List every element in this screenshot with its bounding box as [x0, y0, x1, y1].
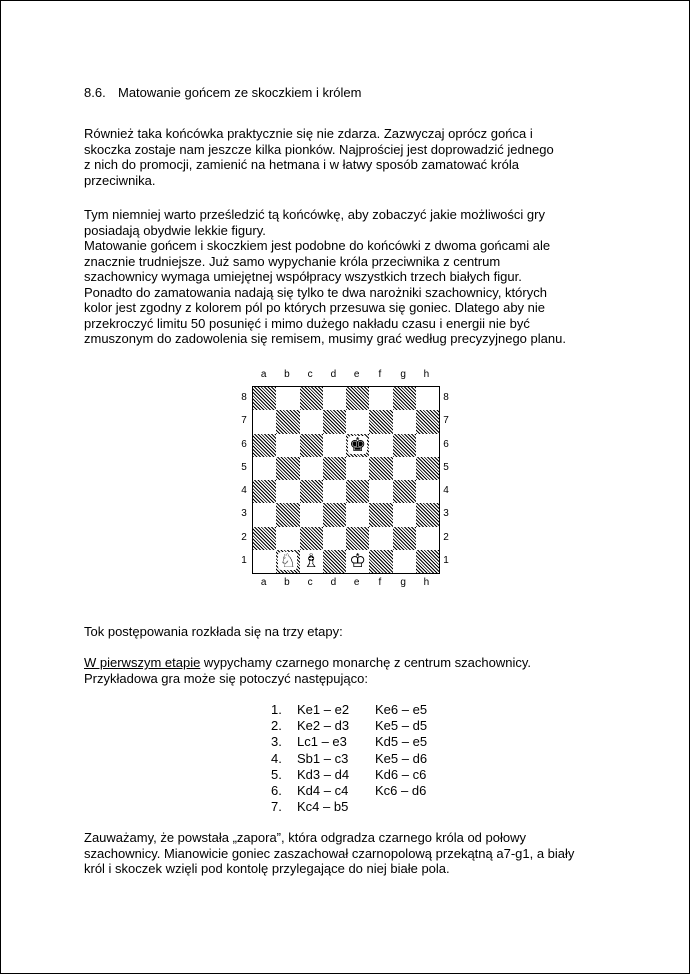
rank-label: 4 [241, 485, 247, 496]
rank-label: 1 [443, 554, 449, 566]
file-label: f [378, 369, 382, 380]
piece-glyph: ♗ [302, 549, 320, 572]
square-g8 [393, 387, 416, 410]
square-h5 [416, 457, 439, 480]
text-line: Tym niemniej warto prześledzić tą końcówkę, aby zobaczyć jakie możliwości gry [84, 207, 545, 222]
file-label: h [423, 577, 430, 588]
black-move: Kd6 – c6 [375, 766, 427, 782]
file-labels-bottom [252, 577, 438, 591]
square-b3 [276, 503, 299, 526]
square-h8 [416, 387, 439, 410]
square-h4 [416, 480, 439, 503]
text-line: posiadają obydwie lekkie figury. [84, 222, 266, 238]
square-d2 [323, 527, 346, 550]
move-number: 3. [271, 734, 282, 750]
rank-label: 4 [443, 485, 449, 496]
white-knight-icon [276, 550, 299, 573]
move-row [271, 734, 427, 750]
square-b6 [276, 434, 299, 457]
move-number: 2. [271, 718, 282, 734]
underlined-phrase: W pierwszym etapie [84, 655, 201, 670]
file-label: g [400, 577, 406, 588]
white-move: Kd4 – c4 [297, 783, 349, 799]
text-line: szachownicy. Mianowicie goniec zaszachował czarnopolową przekątną a7-g1, a biały [84, 845, 575, 861]
chess-diagram [238, 367, 453, 593]
black-move: Ke5 – d6 [375, 750, 428, 766]
black-move: Kc6 – d6 [375, 783, 427, 799]
text-line: kolor jest zgodny z kolorem pól po których przesuwa się goniec. Dlatego aby nie [84, 300, 546, 315]
black-move: Ke6 – e5 [375, 702, 428, 717]
square-e5 [346, 457, 369, 480]
square-a4 [253, 480, 276, 503]
square-b2 [276, 527, 299, 550]
file-label: g [400, 369, 406, 380]
move-row [271, 702, 427, 718]
paragraph-6 [84, 830, 614, 877]
white-move: Sb1 – c3 [297, 750, 349, 766]
square-a3 [253, 503, 276, 526]
square-d6 [323, 434, 346, 457]
square-a1 [253, 550, 276, 573]
move-row [271, 718, 427, 734]
square-b5 [276, 457, 299, 480]
white-move: Ke1 – e2 [297, 702, 350, 717]
square-c3 [300, 503, 323, 526]
rank-label: 7 [443, 415, 449, 427]
black-move: Kd5 – e5 [375, 734, 428, 750]
square-g1 [393, 550, 416, 573]
rank-label: 5 [443, 461, 449, 473]
rank-label: 3 [241, 508, 247, 520]
white-bishop-icon [300, 550, 323, 573]
paragraph-3 [84, 238, 614, 347]
rank-labels-right [440, 386, 452, 572]
text-line: szachownicy wymaga umiejętnej współpracy wszystkich trzech białych figur. [84, 269, 522, 284]
square-g2 [393, 527, 416, 550]
move-number: 7. [271, 799, 282, 815]
square-d3 [323, 503, 346, 526]
rank-label: 6 [241, 438, 247, 450]
square-h7 [416, 410, 439, 433]
square-a2 [253, 527, 276, 550]
square-g3 [393, 503, 416, 526]
square-f5 [369, 457, 392, 480]
rank-label: 5 [241, 461, 247, 473]
file-label: d [330, 369, 337, 380]
move-number: 1. [271, 702, 282, 717]
move-row [271, 767, 427, 783]
move-number: 5. [271, 766, 282, 782]
file-label: b [284, 369, 290, 380]
piece-glyph: ♚ [349, 433, 367, 456]
section-number: 8.6. [84, 85, 106, 100]
file-label: f [378, 577, 382, 588]
rank-labels-left [238, 386, 250, 572]
square-c7 [300, 410, 323, 433]
square-f6 [369, 434, 392, 457]
square-g5 [393, 457, 416, 480]
square-f3 [369, 503, 392, 526]
section-title: Matowanie gońcem ze skoczkiem i królem [118, 85, 362, 100]
square-h1 [416, 550, 439, 573]
square-g6 [393, 434, 416, 457]
paragraph-5 [84, 655, 614, 686]
move-row [271, 751, 427, 767]
black-king-icon [346, 434, 369, 457]
file-label: b [284, 577, 290, 588]
text-line: przeciwnika. [84, 172, 156, 188]
square-d1 [323, 550, 346, 573]
square-d4 [323, 480, 346, 503]
square-e3 [346, 503, 369, 526]
rank-label: 1 [241, 554, 247, 566]
text-fragment: wypychamy czarnego monarchę z centrum szachownicy. [200, 655, 531, 670]
text-line: zmuszonym do zadowolenia się remisem, musimy grać według precyzyjnego planu. [84, 331, 566, 346]
file-label: c [307, 577, 313, 588]
square-d5 [323, 457, 346, 480]
square-b8 [276, 387, 299, 410]
square-f7 [369, 410, 392, 433]
rank-label: 2 [443, 531, 449, 543]
paragraph-1 [84, 126, 614, 188]
rank-label: 7 [241, 415, 247, 427]
square-b7 [276, 410, 299, 433]
file-label: e [353, 369, 360, 380]
rank-label: 8 [241, 392, 247, 403]
piece-glyph: ♘ [279, 549, 297, 572]
text-line: Matowanie gońcem i skoczkiem jest podobne do końcówki z dwoma gońcami ale [84, 238, 551, 253]
text-line [84, 655, 614, 671]
square-f8 [369, 387, 392, 410]
file-label: d [330, 577, 337, 588]
square-h3 [416, 503, 439, 526]
rank-label: 3 [443, 508, 449, 520]
square-a6 [253, 434, 276, 457]
text-line: znacznie trudniejsze. Już samo wypychanie króla przeciwnika z centrum [84, 253, 501, 269]
file-label: h [423, 369, 430, 380]
file-label: a [260, 577, 267, 588]
square-e8 [346, 387, 369, 410]
black-move: Ke5 – d5 [375, 718, 428, 734]
file-label: e [353, 577, 360, 588]
square-d7 [323, 410, 346, 433]
text-line: król i skoczek wzięli pod kontolę przylegające do niej białe pola. [84, 861, 450, 876]
square-c4 [300, 480, 323, 503]
square-f2 [369, 527, 392, 550]
square-b4 [276, 480, 299, 503]
square-h6 [416, 434, 439, 457]
square-d8 [323, 387, 346, 410]
text-line: skoczka zostaje nam jeszcze kilka pionków. Najprościej jest doprowadzić jednego [84, 141, 554, 157]
white-move: Ke2 – d3 [297, 718, 350, 734]
white-move: Lc1 – e3 [297, 734, 347, 750]
white-king-icon [346, 550, 369, 573]
square-c6 [300, 434, 323, 457]
chessboard [252, 386, 440, 574]
paragraph-4: Tok postępowania rozkłada się na trzy etapy: [84, 624, 343, 639]
square-e2 [346, 527, 369, 550]
move-number: 4. [271, 750, 282, 766]
move-row [271, 799, 427, 815]
square-c2 [300, 527, 323, 550]
square-h2 [416, 527, 439, 550]
white-move: Kc4 – b5 [297, 799, 349, 815]
text-line: Również taka końcówka praktycznie się nie zdarza. Zazwyczaj oprócz gońca i [84, 126, 533, 141]
move-row [271, 783, 427, 799]
square-a7 [253, 410, 276, 433]
text-line: z nich do promocji, zamienić na hetmana i w łatwy sposób zamatować króla [84, 157, 519, 172]
move-list [271, 702, 427, 815]
text-line: Ponadto do zamatowania nadają się tylko te dwa narożniki szachownicy, których [84, 284, 547, 300]
white-move: Kd3 – d4 [297, 766, 350, 782]
square-c8 [300, 387, 323, 410]
piece-glyph: ♔ [349, 549, 367, 572]
text-line: Przykładowa gra może się potoczyć następująco: [84, 670, 368, 686]
file-label: a [260, 369, 267, 380]
paragraph-2 [84, 207, 614, 238]
square-e7 [346, 410, 369, 433]
file-label: c [307, 369, 313, 380]
square-e4 [346, 480, 369, 503]
move-number: 6. [271, 783, 282, 799]
square-c5 [300, 457, 323, 480]
square-f4 [369, 480, 392, 503]
square-f1 [369, 550, 392, 573]
rank-label: 6 [443, 438, 449, 450]
text-line: Zauważamy, że powstała „zapora”, która odgradza czarnego króla od połowy [84, 830, 526, 845]
section-heading [84, 85, 614, 101]
square-g4 [393, 480, 416, 503]
square-g7 [393, 410, 416, 433]
text-line: przekroczyć limitu 50 posunięć i mimo dużego nakładu czasu i energii nie być [84, 315, 530, 331]
square-a5 [253, 457, 276, 480]
file-labels-top [252, 369, 438, 383]
rank-label: 8 [443, 392, 449, 403]
square-a8 [253, 387, 276, 410]
rank-label: 2 [241, 531, 247, 543]
